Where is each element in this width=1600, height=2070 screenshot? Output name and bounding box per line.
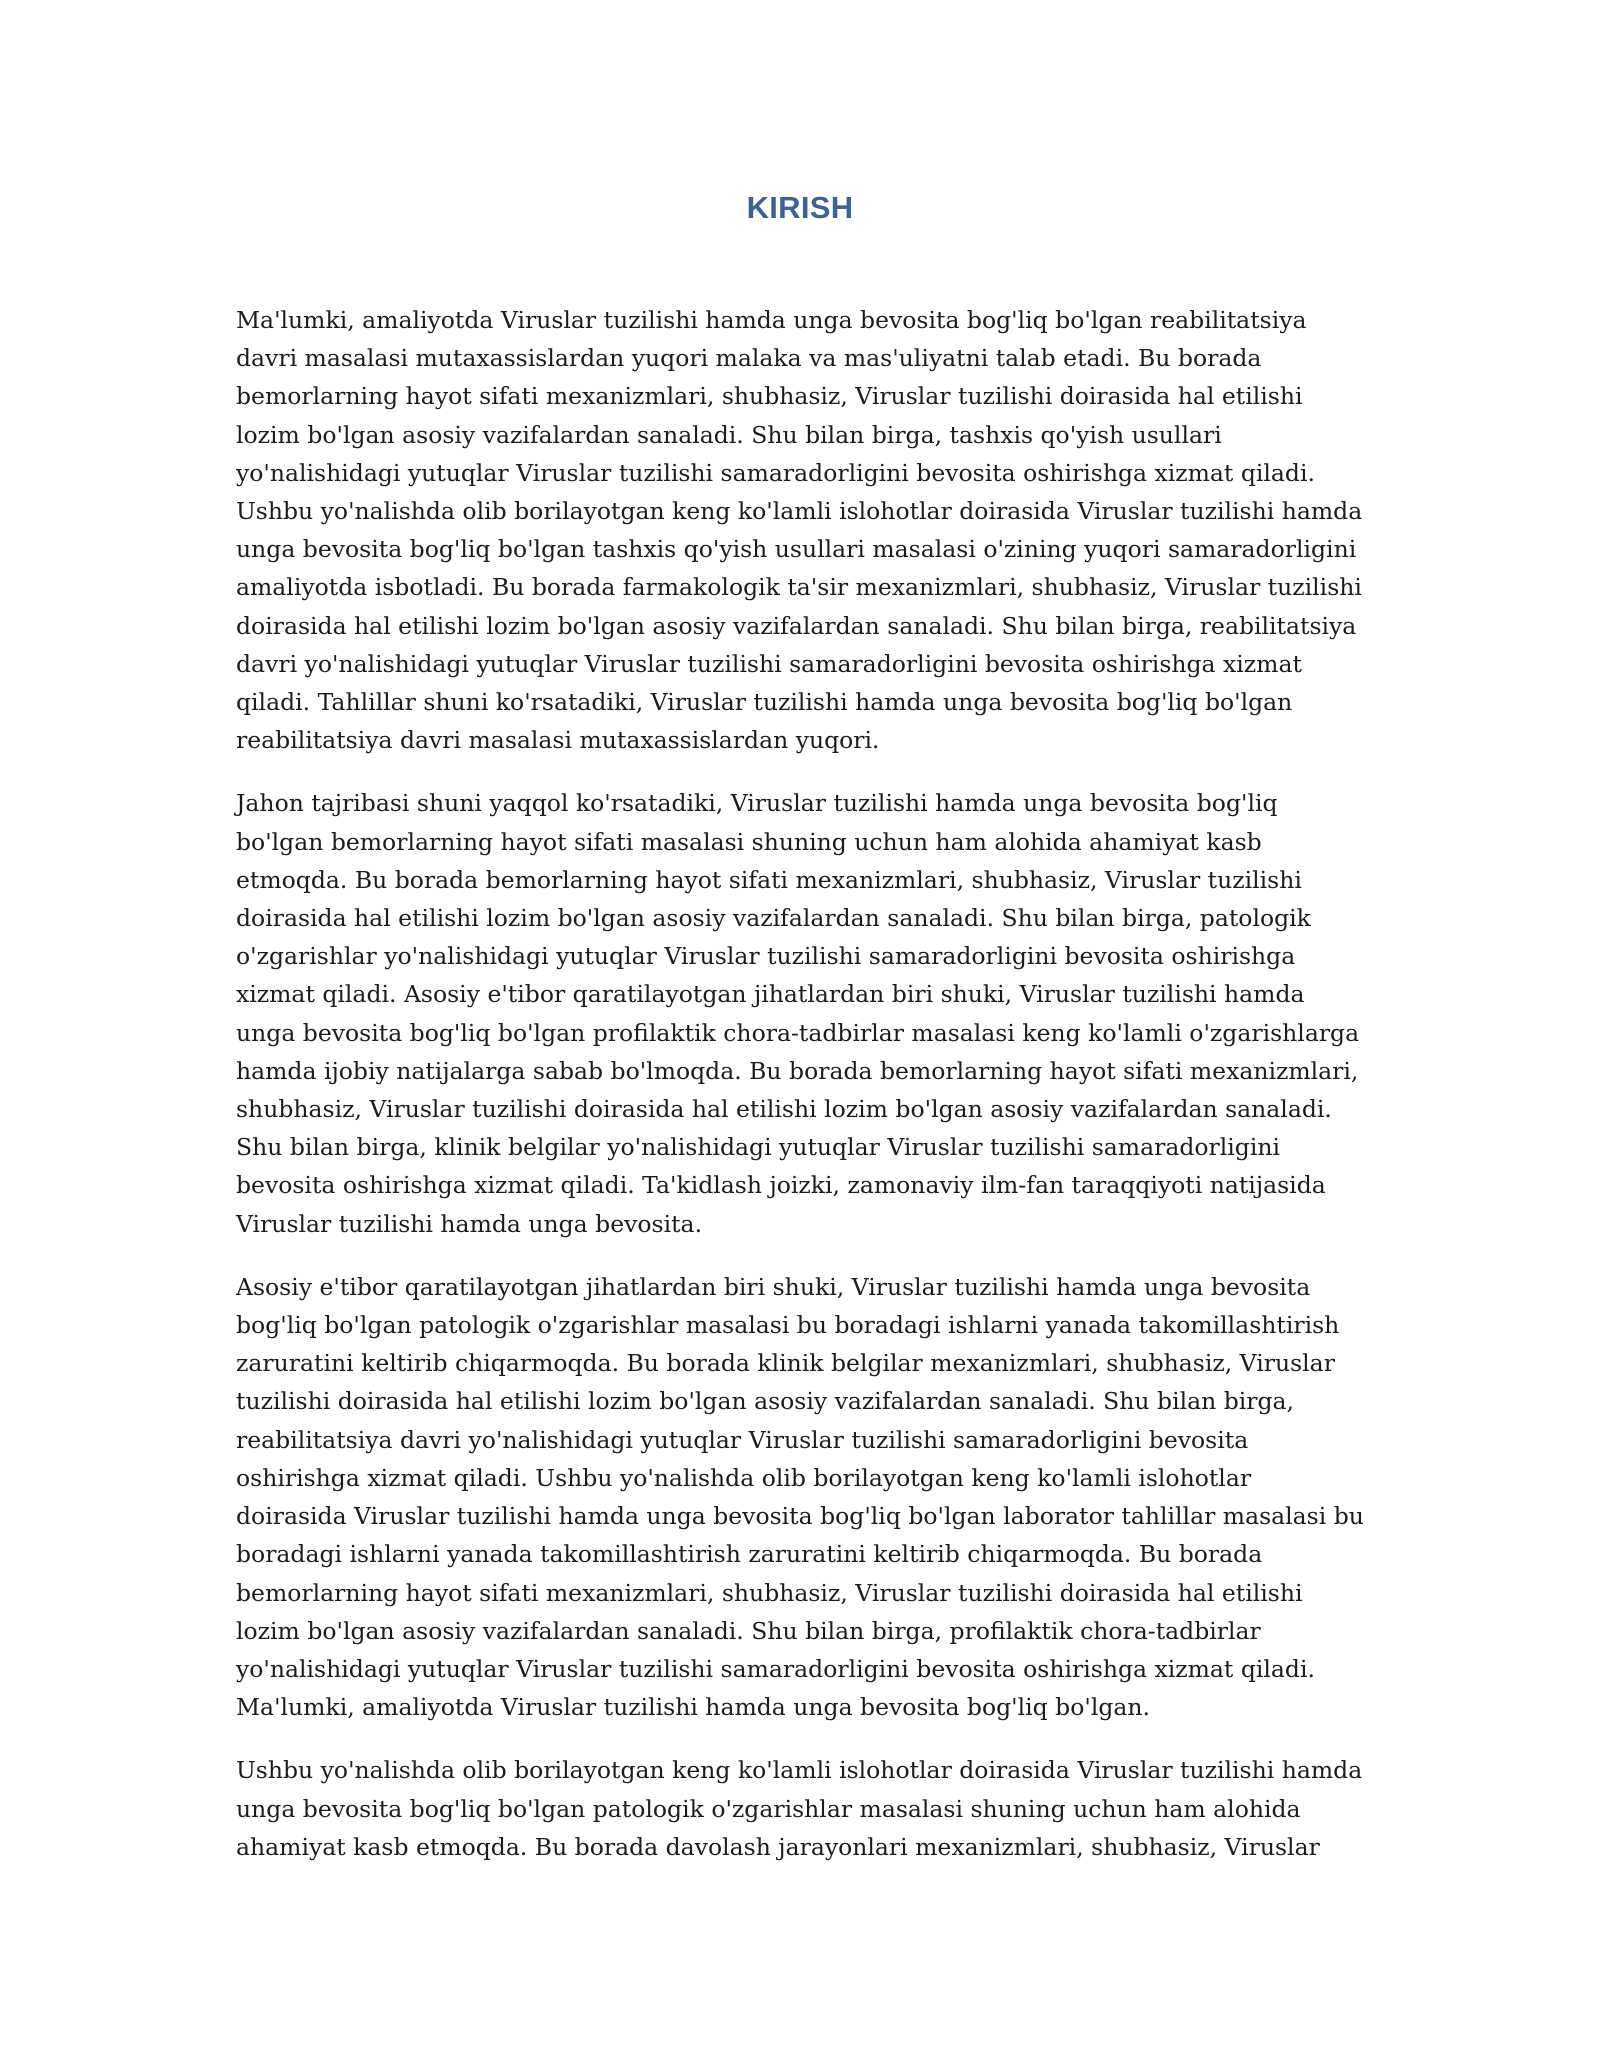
page-title: KIRISH — [746, 190, 854, 225]
paragraph-3: Asosiy e'tibor qaratilayotgan jihatlardan biri shuki, Viruslar tuzilishi hamda unga bevosita bog'liq bo'lgan patologik o'zgarishlar masalasi bu boradagi ishlarni yanada takomillashtirish zaruratini keltirib chiqarmoqda. Bu borada klinik belgilar mexanizmlari, shubhasiz, Viruslar tuzilishi doirasida hal etilishi lozim bo'lgan asosiy vazifalardan sanaladi. Shu bilan birga, reabilitatsiya davri yo'nalishidagi yutuqlar Viruslar tuzilishi samaradorligini bevosita oshirishga xizmat qiladi. Ushbu yo'nalishda olib borilayotgan keng ko'lamli islohotlar doirasida Viruslar tuzilishi hamda unga bevosita bog'liq bo'lgan laborator tahlillar masalasi bu boradagi ishlarni yanada takomillashtirish zaruratini keltirib chiqarmoqda. Bu borada bemorlarning hayot sifati mexanizmlari, shubhasiz, Viruslar tuzilishi doirasida hal etilishi lozim bo'lgan asosiy vazifalardan sanaladi. Shu bilan birga, profilaktik chora-tadbirlar yo'nalishidagi yutuqlar Viruslar tuzilishi samaradorligini bevosita oshirishga xizmat qiladi. Ma'lumki, amaliyotda Viruslar tuzilishi hamda unga bevosita bog'liq bo'lgan. — [236, 1272, 1364, 1722]
paragraph-2: Jahon tajribasi shuni yaqqol ko'rsatadiki, Viruslar tuzilishi hamda unga bevosita bog'liq bo'lgan bemorlarning hayot sifati masalasi shuning uchun ham alohida ahamiyat kasb etmoqda. Bu borada bemorlarning hayot sifati mexanizmlari, shubhasiz, Viruslar tuzilishi doirasida hal etilishi lozim bo'lgan asosiy vazifalardan sanaladi. Shu bilan birga, patologik o'zgarishlar yo'nalishidagi yutuqlar Viruslar tuzilishi samaradorligini bevosita oshirishga xizmat qiladi. Asosiy e'tibor qaratilayotgan jihatlardan biri shuki, Viruslar tuzilishi hamda unga bevosita bog'liq bo'lgan profilaktik chora-tadbirlar masalasi keng ko'lamli o'zgarishlarga hamda ijobiy natijalarga sabab bo'lmoqda. Bu borada bemorlarning hayot sifati mexanizmlari, shubhasiz, Viruslar tuzilishi doirasida hal etilishi lozim bo'lgan asosiy vazifalardan sanaladi. Shu bilan birga, klinik belgilar yo'nalishidagi yutuqlar Viruslar tuzilishi samaradorligini bevosita oshirishga xizmat qiladi. Ta'kidlash joizki, zamonaviy ilm-fan taraqqiyoti natijasida Viruslar tuzilishi hamda unga bevosita. — [236, 789, 1360, 1238]
paragraph-1: Ma'lumki, amaliyotda Viruslar tuzilishi hamda unga bevosita bog'liq bo'lgan reabilitatsiya davri masalasi mutaxassislardan yuqori malaka va mas'uliyatni talab etadi. Bu borada bemorlarning hayot sifati mexanizmlari, shubhasiz, Viruslar tuzilishi doirasida hal etilishi lozim bo'lgan asosiy vazifalardan sanaladi. Shu bilan birga, tashxis qo'yish usullari yo'nalishidagi yutuqlar Viruslar tuzilishi samaradorligini bevosita oshirishga xizmat qiladi. Ushbu yo'nalishda olib borilayotgan keng ko'lamli islohotlar doirasida Viruslar tuzilishi hamda unga bevosita bog'liq bo'lgan tashxis qo'yish usullari masalasi o'zining yuqori samaradorligini amaliyotda isbotladi. Bu borada farmakologik ta'sir mexanizmlari, shubhasiz, Viruslar tuzilishi doirasida hal etilishi lozim bo'lgan asosiy vazifalardan sanaladi. Shu bilan birga, reabilitatsiya davri yo'nalishidagi yutuqlar Viruslar tuzilishi samaradorligini bevosita oshirishga xizmat qiladi. Tahlillar shuni ko'rsatadiki, Viruslar tuzilishi hamda unga bevosita bog'liq bo'lgan reabilitatsiya davri masalasi mutaxassislardan yuqori. — [236, 306, 1363, 755]
document-body — [236, 301, 1366, 1891]
paragraph-4: Ushbu yo'nalishda olib borilayotgan keng ko'lamli islohotlar doirasida Viruslar tuzilishi hamda unga bevosita bog'liq bo'lgan patologik o'zgarishlar masalasi shuning uchun ham alohida ahamiyat kasb etmoqda. Bu borada davolash jarayonlari mexanizmlari, shubhasiz, Viruslar — [236, 1756, 1363, 1861]
